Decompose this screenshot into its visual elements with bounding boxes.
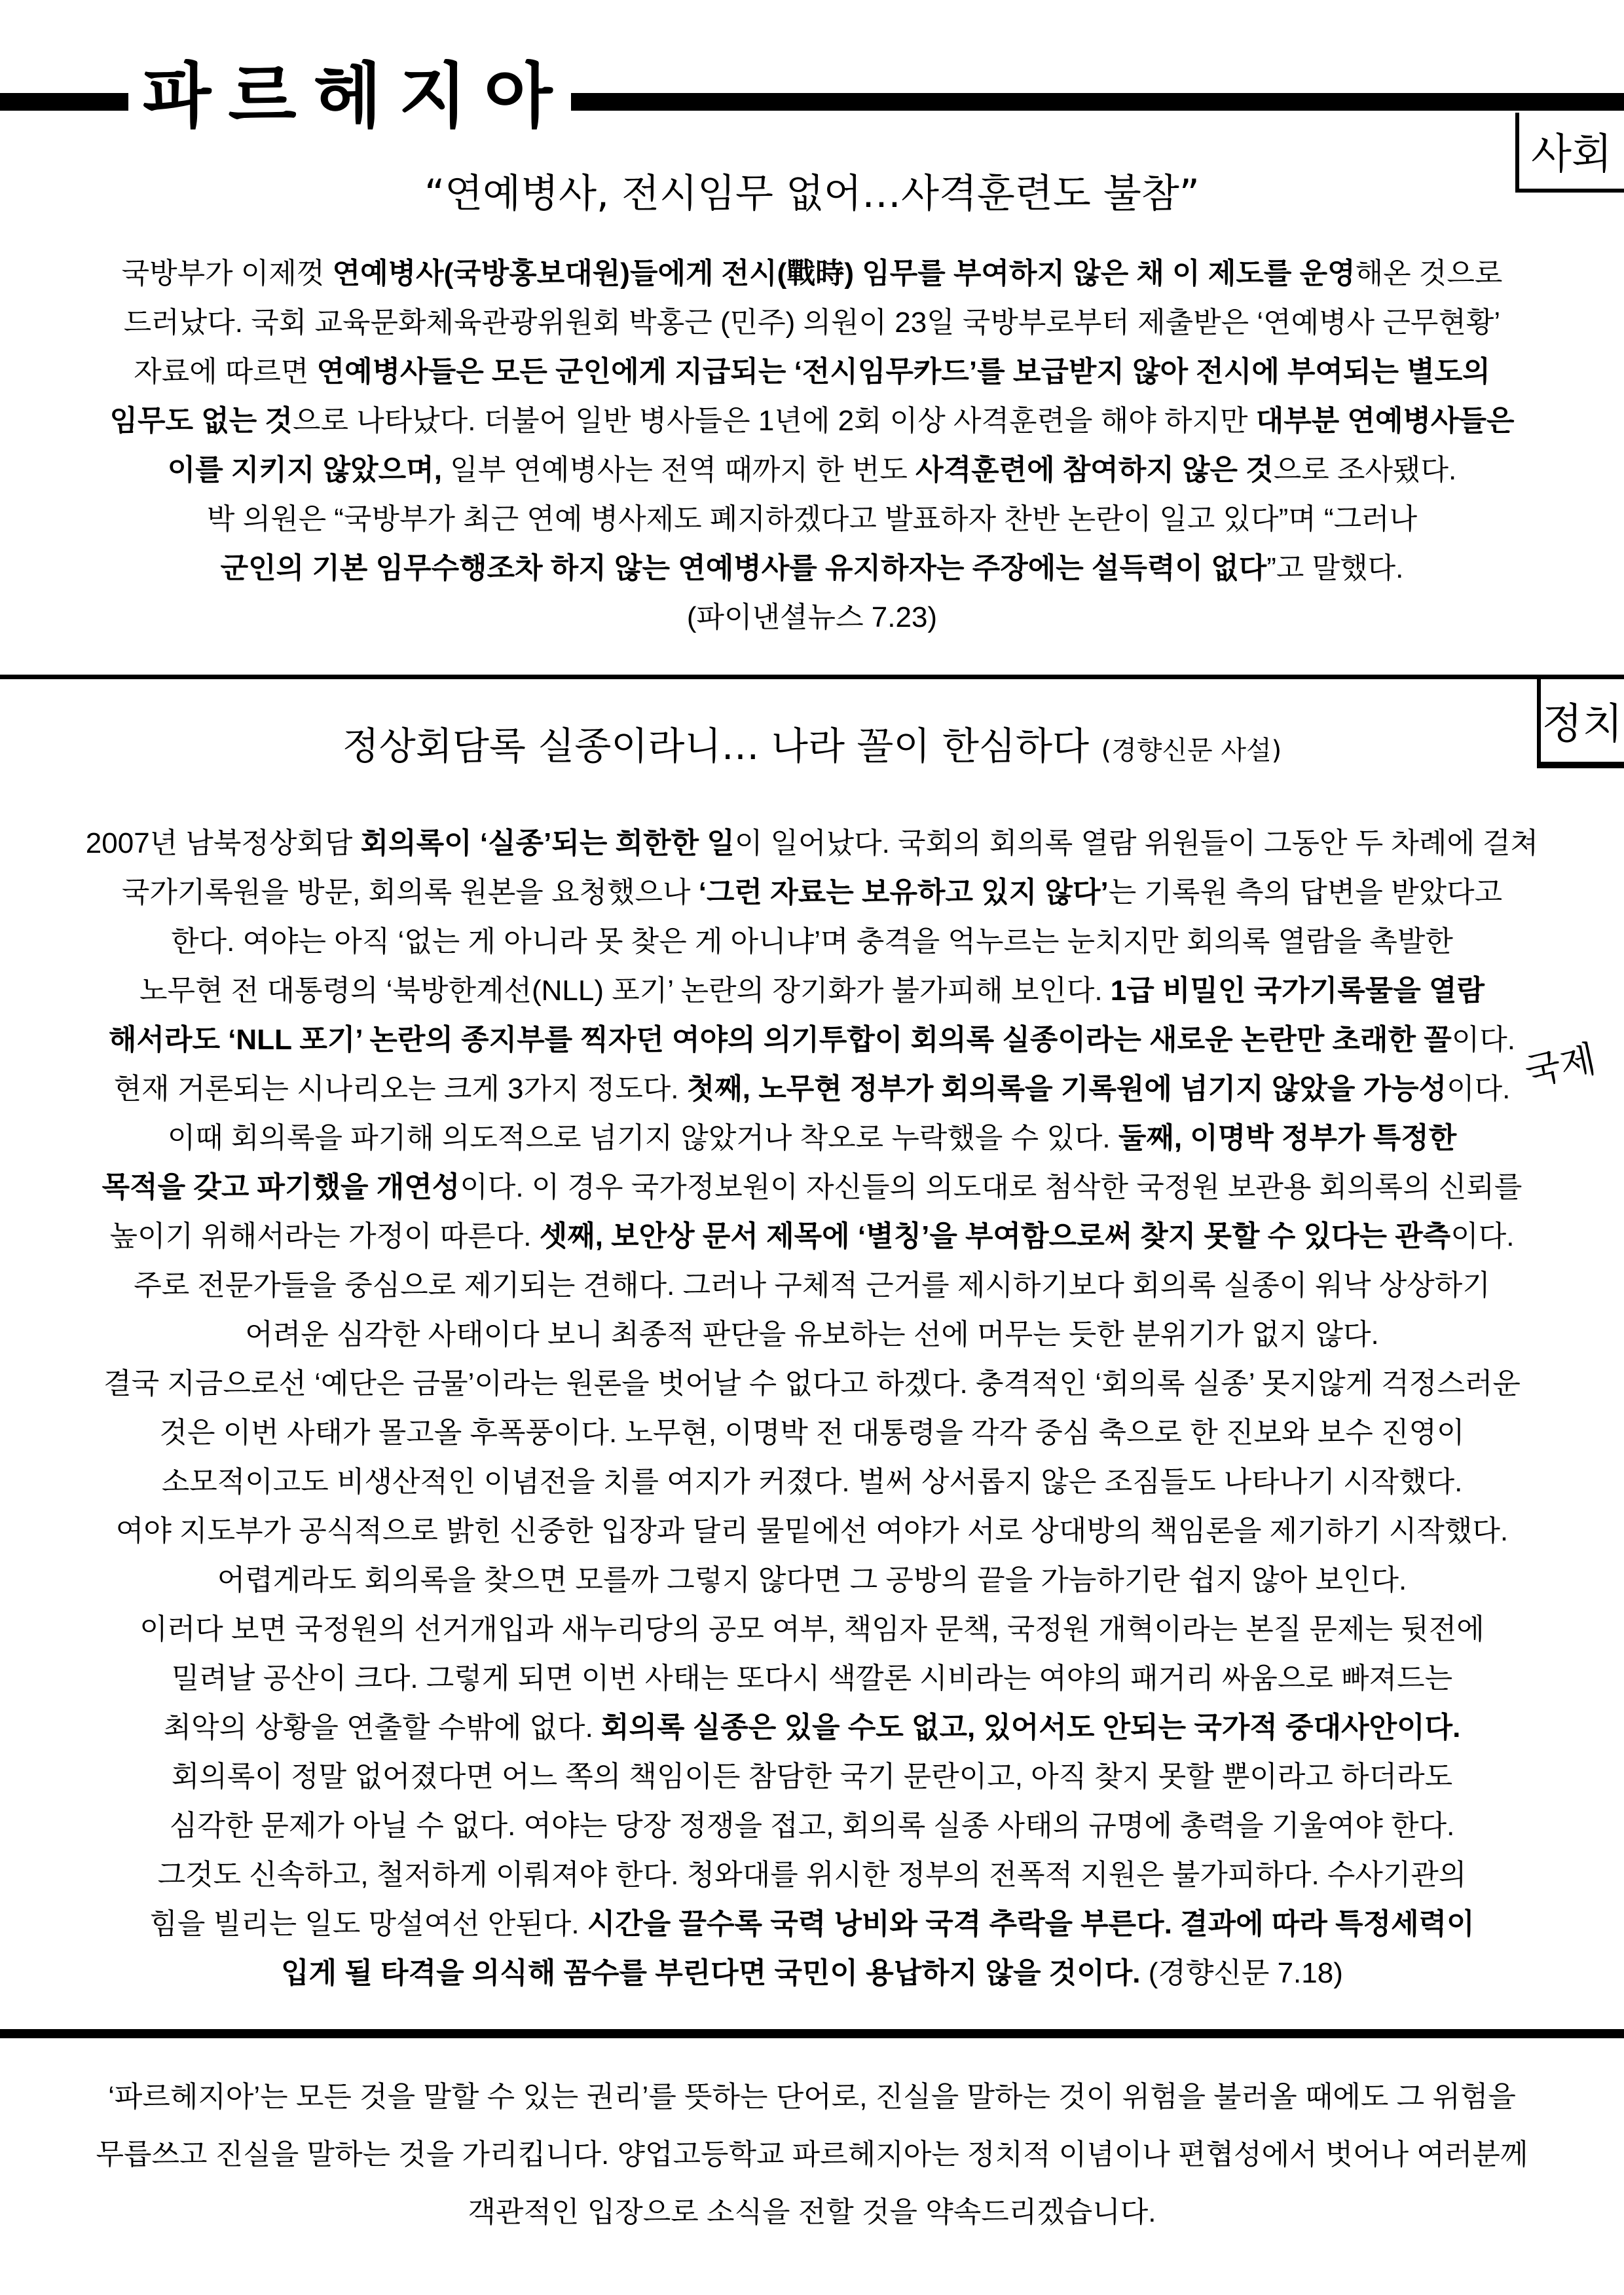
text-line bbox=[0, 1801, 1624, 1850]
text-segment: 으로 조사됐다. bbox=[1273, 454, 1457, 486]
article2-headline-main: 정상회담록 실종이라니… 나라 꼴이 한심하다 bbox=[342, 724, 1101, 768]
text-segment: 이다. bbox=[1451, 1024, 1516, 1056]
text-segment-bold: 시간을 끌수록 국력 낭비와 국격 추락을 부른다. 결과에 따라 특정세력이 bbox=[587, 1908, 1475, 1940]
text-line bbox=[0, 1605, 1624, 1654]
text-segment-bold: 군인의 기본 임무수행조차 하지 않는 연예병사를 유지하자는 주장에는 설득력이 없다 bbox=[220, 552, 1267, 584]
text-line bbox=[0, 1654, 1624, 1703]
text-segment: 한다. 여야는 아직 ‘없는 게 아니라 못 찾은 게 아니냐’며 충격을 억누르는 눈치지만 회의록 열람을 촉발한 bbox=[171, 925, 1453, 958]
text-segment: ‘파르헤지아’는 모든 것을 말할 수 있는 권리’를 뜻하는 단어로, 진실을 말하는 것이 위험을 불러올 때에도 그 위험을 bbox=[108, 2081, 1516, 2113]
text-segment: 결국 지금으로선 ‘예단은 금물’이라는 원론을 벗어날 수 없다고 하겠다. 충격적인 ‘회의록 실종’ 못지않게 걱정스러운 bbox=[103, 1368, 1521, 1400]
text-line bbox=[0, 1212, 1624, 1261]
text-segment: 국가기록원을 방문, 회의록 원본을 요청했으나 bbox=[121, 876, 699, 908]
section-tab-society-label: 사회 bbox=[1531, 130, 1612, 179]
article1-headline: “연예병사, 전시임무 없어…사격훈련도 불참” bbox=[424, 171, 1200, 217]
text-line bbox=[0, 1113, 1624, 1163]
text-line bbox=[0, 1064, 1624, 1113]
text-line bbox=[0, 819, 1624, 868]
text-segment: 높이기 위해서라는 가정이 따른다. bbox=[109, 1220, 540, 1252]
text-segment: 이 일어났다. 국회의 회의록 열람 위원들이 그동안 두 차례에 걸쳐 bbox=[734, 827, 1539, 859]
masthead-rule-right bbox=[571, 93, 1624, 111]
text-line bbox=[0, 249, 1624, 298]
text-line bbox=[0, 1899, 1624, 1949]
text-segment: 이때 회의록을 파기해 의도적으로 넘기지 않았거나 착오로 누락했을 수 있다. bbox=[167, 1122, 1118, 1154]
text-segment-bold: 입게 될 타격을 의식해 꼼수를 부린다면 국민이 용납하지 않을 것이다. bbox=[281, 1957, 1141, 1989]
text-segment: 밀려날 공산이 크다. 그렇게 되면 이번 사태는 또다시 색깔론 시비라는 여야의 패거리 싸움으로 빠져드는 bbox=[171, 1662, 1453, 1694]
text-segment: 최악의 상황을 연출할 수밖에 없다. bbox=[163, 1711, 602, 1744]
footer-rule bbox=[0, 2029, 1624, 2038]
text-segment: 으로 나타났다. 더불어 일반 병사들은 1년에 2회 이상 사격훈련을 해야 하지만 bbox=[292, 405, 1256, 437]
text-segment-bold: 회의록이 ‘실종’되는 희한한 일 bbox=[360, 827, 735, 859]
text-segment: 심각한 문제가 아닐 수 없다. 여야는 당장 정쟁을 접고, 회의록 실종 사태의 규명에 총력을 기울여야 한다. bbox=[169, 1810, 1455, 1842]
article1-body bbox=[0, 249, 1624, 642]
text-line bbox=[0, 2068, 1624, 2126]
text-segment: 자료에 따르면 bbox=[134, 356, 317, 388]
text-line bbox=[0, 2184, 1624, 2241]
text-segment: 는 기록원 측의 답변을 받았다고 bbox=[1108, 876, 1503, 908]
article2-headline bbox=[0, 715, 1624, 770]
text-segment: 현재 거론되는 시나리오는 크게 3가지 정도다. bbox=[113, 1073, 687, 1105]
text-segment: 것은 이번 사태가 몰고올 후폭풍이다. 노무현, 이명박 전 대통령을 각각 중심 축으로 한 진보와 보수 진영이 bbox=[159, 1417, 1465, 1449]
text-line bbox=[0, 1359, 1624, 1408]
text-segment: 소모적이고도 비생산적인 이념전을 치를 여지가 커졌다. 벌써 상서롭지 않은 조짐들도 나타나기 시작했다. bbox=[161, 1466, 1463, 1498]
text-segment: 힘을 빌리는 일도 망설여선 안된다. bbox=[149, 1908, 587, 1940]
text-line bbox=[0, 1703, 1624, 1752]
text-segment-bold: ‘그런 자료는 보유하고 있지 않다’ bbox=[698, 876, 1109, 908]
text-line bbox=[0, 1408, 1624, 1457]
text-line bbox=[0, 1457, 1624, 1506]
text-line bbox=[0, 298, 1624, 347]
text-segment: 이다. bbox=[1447, 1073, 1511, 1105]
text-line bbox=[0, 1261, 1624, 1310]
text-line bbox=[0, 2126, 1624, 2184]
text-segment-bold: 회의록 실종은 있을 수도 없고, 있어서도 안되는 국가적 중대사안이다. bbox=[601, 1711, 1461, 1744]
text-segment: 2007년 남북정상회담 bbox=[85, 827, 361, 859]
text-line bbox=[0, 494, 1624, 544]
text-segment: 일부 연예병사는 전역 때까지 한 번도 bbox=[441, 454, 916, 486]
text-segment: 주로 전문가들을 중심으로 제기되는 견해다. 그러나 구체적 근거를 제시하기보다 회의록 실종이 워낙 상상하기 bbox=[134, 1269, 1490, 1301]
text-segment-bold: 셋째, 보안상 문서 제목에 ‘별칭’을 부여함으로써 찾지 못할 수 있다는 관측 bbox=[539, 1220, 1451, 1252]
text-segment: 해온 것으로 bbox=[1355, 257, 1503, 289]
text-segment: 드러났다. 국회 교육문화체육관광위원회 박홍근 (민주) 의원이 23일 국방부로부터 제출받은 ‘연예병사 근무현황’ bbox=[123, 307, 1501, 339]
text-segment: 어려운 심각한 사태이다 보니 최종적 판단을 유보하는 선에 머무는 듯한 분위기가 없지 않다. bbox=[245, 1318, 1379, 1351]
text-segment: 이러다 보면 국정원의 선거개입과 새누리당의 공모 여부, 책임자 문책, 국정원 개혁이라는 본질 문제는 뒷전에 bbox=[139, 1613, 1485, 1645]
footer-text bbox=[0, 2068, 1624, 2241]
text-segment: 노무현 전 대통령의 ‘북방한계선(NLL) 포기’ 논란의 장기화가 불가피해 보인다. bbox=[139, 975, 1111, 1007]
text-line bbox=[0, 966, 1624, 1015]
text-segment-bold: 1급 비밀인 국가기록물을 열람 bbox=[1110, 975, 1485, 1007]
text-segment-bold: 사격훈련에 참여하지 않은 것 bbox=[915, 454, 1274, 486]
text-segment: 이다. bbox=[1450, 1220, 1515, 1252]
text-line bbox=[0, 396, 1624, 445]
text-line bbox=[0, 1752, 1624, 1801]
article2-headline-source: (경향신문 사설) bbox=[1101, 736, 1282, 766]
text-segment-bold: 임무도 없는 것 bbox=[109, 405, 293, 437]
text-segment: 여야 지도부가 공식적으로 밝힌 신중한 입장과 달리 물밑에선 여야가 서로 상대방의 책임론을 제기하기 시작했다. bbox=[115, 1515, 1509, 1547]
masthead-rule-left bbox=[0, 93, 128, 111]
text-segment: 국방부가 이제껏 bbox=[121, 257, 333, 289]
text-line bbox=[0, 1949, 1624, 1998]
text-segment: 박 의원은 “국방부가 최근 연예 병사제도 폐지하겠다고 발표하자 찬반 논란이 일고 있다”며 “그러나 bbox=[206, 503, 1418, 535]
masthead-title: 파르헤지아 bbox=[143, 56, 570, 138]
text-segment-bold: 둘째, 이명박 정부가 특정한 bbox=[1118, 1122, 1457, 1154]
text-line bbox=[0, 917, 1624, 966]
section-tab-politics-label: 정치 bbox=[1541, 700, 1623, 749]
text-segment: 그것도 신속하고, 철저하게 이뤄져야 한다. 청와대를 위시한 정부의 전폭적 지원은 불가피하다. 수사기관의 bbox=[157, 1859, 1467, 1891]
text-segment: 객관적인 입장으로 소식을 전할 것을 약속드리겠습니다. bbox=[468, 2196, 1156, 2228]
text-line bbox=[0, 1015, 1624, 1064]
text-line bbox=[0, 1556, 1624, 1605]
text-line bbox=[0, 347, 1624, 396]
text-segment: 무릅쓰고 진실을 말하는 것을 가리킵니다. 양업고등학교 파르헤지아는 정치적 이념이나 편협성에서 벗어나 여러분께 bbox=[96, 2138, 1528, 2171]
text-line bbox=[0, 1310, 1624, 1359]
text-segment: 이다. 이 경우 국가정보원이 자신들의 의도대로 첨삭한 국정원 보관용 회의록의 신뢰를 bbox=[460, 1171, 1522, 1203]
text-segment-bold: 첫째, 노무현 정부가 회의록을 기록원에 넘기지 않았을 가능성 bbox=[686, 1073, 1447, 1105]
text-line bbox=[0, 1850, 1624, 1899]
text-segment-bold: 해서라도 ‘NLL 포기’ 논란의 종지부를 찍자던 여야의 의기투합이 회의록 실종이라는 새로운 논란만 초래한 꼴 bbox=[108, 1024, 1452, 1056]
text-segment: (파이낸셜뉴스 7.23) bbox=[686, 601, 938, 633]
text-segment-bold: 이를 지키지 않았으며, bbox=[167, 454, 442, 486]
text-segment: 어렵게라도 회의록을 찾으면 모를까 그렇지 않다면 그 공방의 끝을 가늠하기란 쉽지 않아 보인다. bbox=[217, 1564, 1407, 1596]
text-segment: ”고 말했다. bbox=[1266, 552, 1404, 584]
text-line bbox=[0, 868, 1624, 917]
text-segment-bold: 연예병사들은 모든 군인에게 지급되는 ‘전시임무카드’를 보급받지 않아 전시에 부여되는 별도의 bbox=[316, 356, 1490, 388]
text-line bbox=[0, 1163, 1624, 1212]
text-line bbox=[0, 445, 1624, 494]
text-segment: (경향신문 7.18) bbox=[1140, 1957, 1343, 1989]
text-segment-bold: 연예병사(국방홍보대원)들에게 전시(戰時) 임무를 부여하지 않은 채 이 제도를 운영 bbox=[332, 257, 1356, 289]
text-segment: 회의록이 정말 없어졌다면 어느 쪽의 책임이든 참담한 국기 문란이고, 아직 찾지 못할 뿐이라고 하더라도 bbox=[171, 1761, 1453, 1793]
section-divider-rule bbox=[0, 675, 1624, 679]
text-line bbox=[0, 1506, 1624, 1556]
text-segment-bold: 대부분 연예병사들은 bbox=[1255, 405, 1515, 437]
margin-note-international: 국제 bbox=[1521, 1037, 1600, 1094]
text-line bbox=[0, 593, 1624, 642]
article2-body bbox=[0, 819, 1624, 1998]
text-line bbox=[0, 544, 1624, 593]
text-segment-bold: 목적을 갖고 파기했을 개연성 bbox=[101, 1171, 460, 1203]
